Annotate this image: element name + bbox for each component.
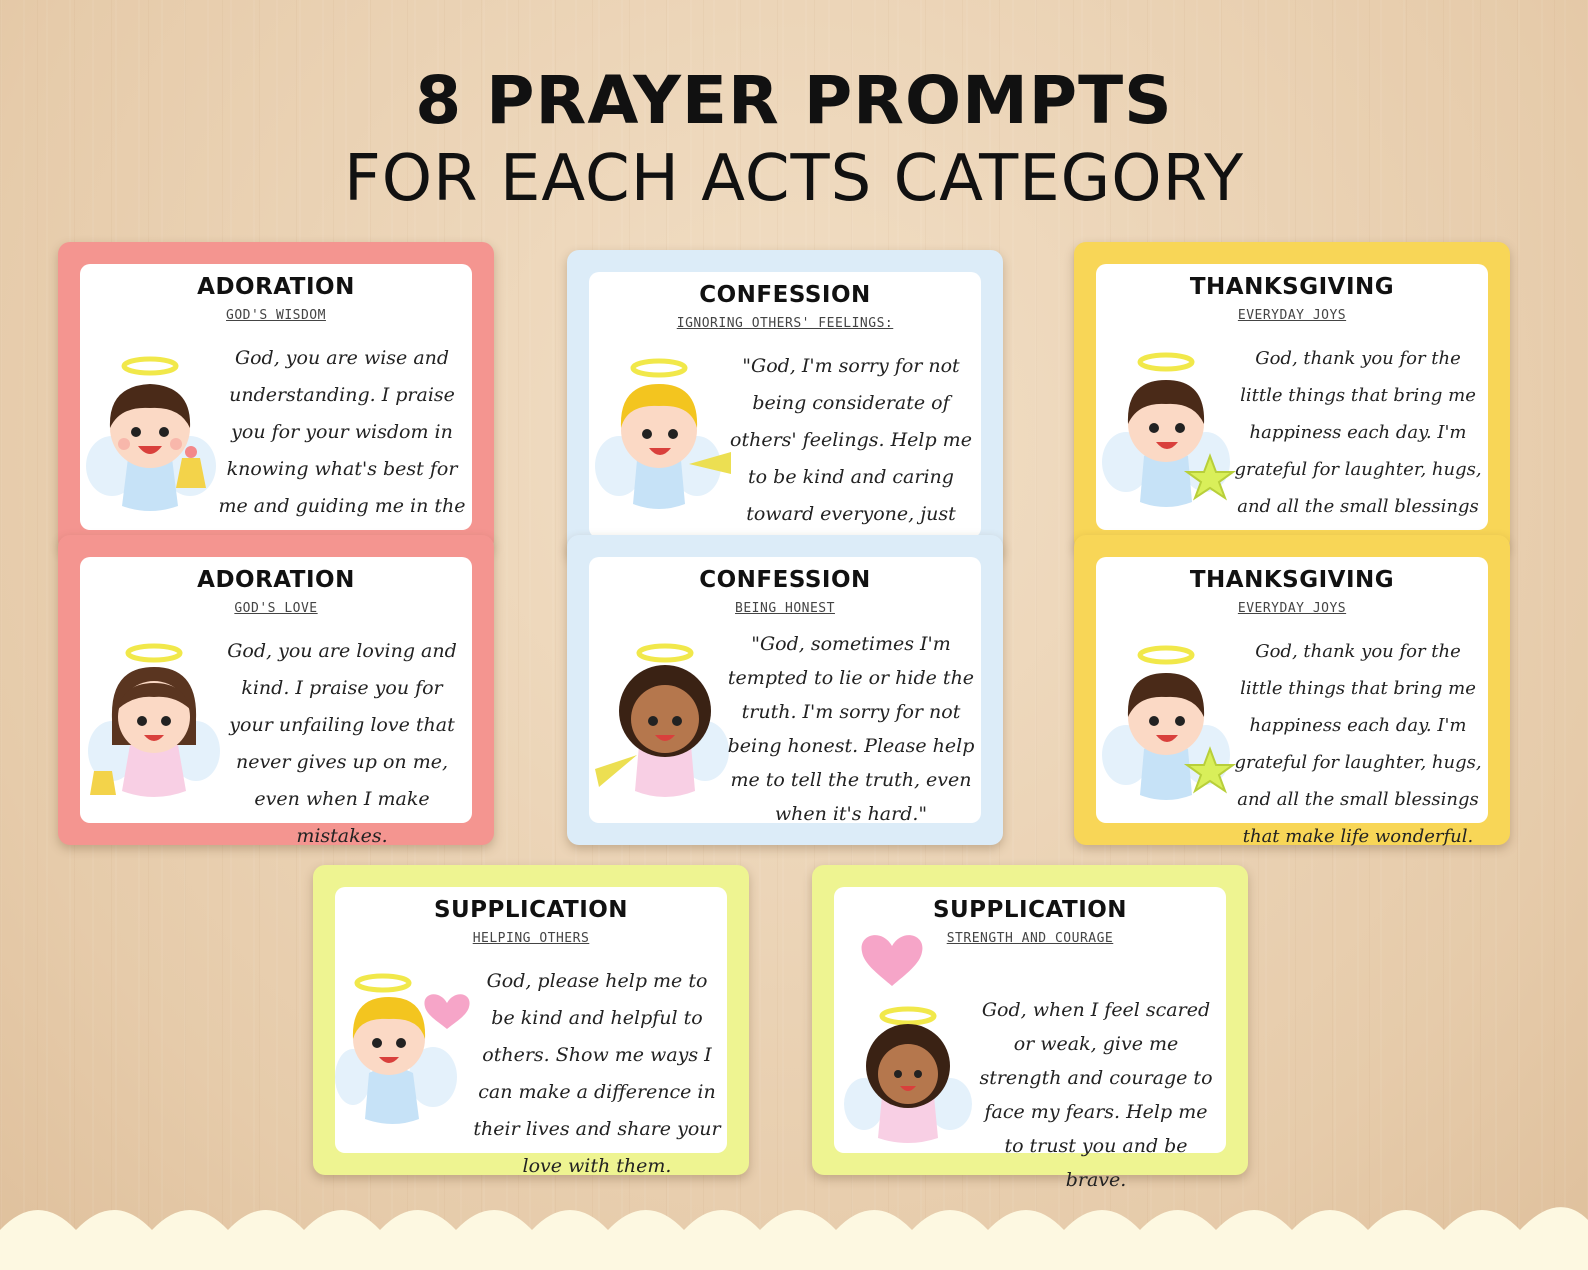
card-panel <box>834 887 1226 1191</box>
card-category: CONFESSION <box>699 282 871 308</box>
prayer-card-confession-honest <box>567 535 1003 845</box>
card-prompt: God, when I feel scared or weak, give me strength and courage to face my fears. Help me to trust you and be brave. <box>979 999 1213 1191</box>
card-prompt: God, you are loving and kind. I praise you for your unfailing love that never gives up on me, even when I make mistakes. <box>227 640 457 847</box>
card-prompt: God, please help me to be kind and helpful to others. Show me ways I can make a difference in their lives and share your love with them. <box>473 970 721 1177</box>
card-prompt: "God, sometimes I'm tempted to lie or hide the truth. I'm sorry for not being honest. Please help me to tell the truth, even when it's hard." <box>727 633 975 825</box>
card-topic: IGNORING OTHERS' FEELINGS: <box>676 316 894 331</box>
card-topic: EVERYDAY JOYS <box>1237 308 1347 323</box>
prayer-card-adoration-love <box>58 535 494 845</box>
card-prompt: "God, I'm sorry for not being considerate of others' feelings. Help me to be kind and caring toward everyone, just <box>730 355 972 525</box>
card-category: ADORATION <box>197 567 355 593</box>
card-panel <box>335 887 727 1177</box>
card-category: SUPPLICATION <box>932 897 1128 923</box>
prayer-card-adoration-wisdom <box>58 242 494 552</box>
card-panel <box>589 272 981 538</box>
prayer-card-supplication-helping <box>313 865 749 1175</box>
card-topic: GOD'S WISDOM <box>226 308 326 323</box>
card-topic: BEING HONEST <box>735 601 835 616</box>
page-subtitle: FOR EACH ACTS CATEGORY <box>343 142 1245 216</box>
scalloped-border <box>0 1190 1588 1270</box>
card-category: THANKSGIVING <box>1189 567 1395 593</box>
angel-blonde-horn-icon <box>593 354 733 524</box>
angel-girl-bell-icon <box>84 639 224 809</box>
angel-boy-star-icon <box>1100 639 1240 809</box>
angel-boy-bell-icon <box>84 346 224 516</box>
prayer-card-thanksgiving-2 <box>1074 535 1510 845</box>
card-topic: STRENGTH AND COURAGE <box>946 931 1114 946</box>
angel-girl-heart-icon <box>838 915 978 1147</box>
card-category: CONFESSION <box>699 567 871 593</box>
card-topic: EVERYDAY JOYS <box>1237 601 1347 616</box>
angel-girl-horn-icon <box>593 639 733 809</box>
card-prompt: God, thank you for the little things that bring me happiness each day. I'm grateful for laughter, hugs, and all the small blessings <box>1234 348 1482 517</box>
page-title: 8 PRAYER PROMPTS <box>415 62 1173 139</box>
angel-blonde-heart-icon <box>339 969 479 1139</box>
card-panel <box>1096 264 1488 530</box>
card-panel <box>80 557 472 847</box>
card-prompt: God, you are wise and understanding. I praise you for your wisdom in knowing what's best for me and guiding me in the <box>218 347 466 517</box>
card-topic: HELPING OTHERS <box>472 931 590 946</box>
card-prompt: God, thank you for the little things that bring me happiness each day. I'm grateful for laughter, hugs, and all the small blessings that make life wonderful. <box>1234 641 1482 847</box>
card-category: THANKSGIVING <box>1189 274 1395 300</box>
angel-boy-star-icon <box>1100 346 1240 516</box>
card-topic: GOD'S LOVE <box>234 601 318 616</box>
card-panel <box>1096 557 1488 847</box>
prayer-card-confession-feelings <box>567 250 1003 560</box>
card-panel <box>589 557 981 823</box>
card-category: SUPPLICATION <box>433 897 629 923</box>
prayer-card-thanksgiving-1 <box>1074 242 1510 552</box>
prayer-card-supplication-courage <box>812 865 1248 1191</box>
card-panel <box>80 264 472 530</box>
card-category: ADORATION <box>197 274 355 300</box>
